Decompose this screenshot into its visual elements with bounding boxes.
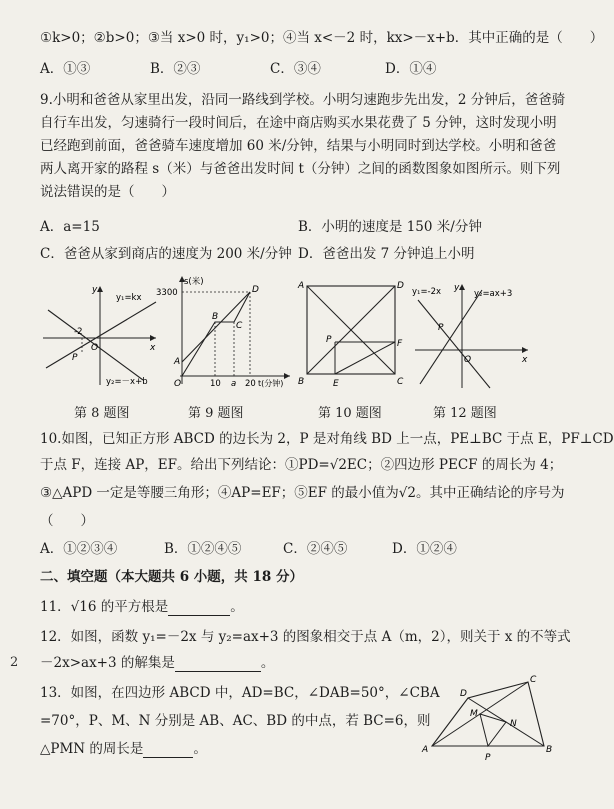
q10-line-4: （ ） (40, 513, 94, 529)
figure-12 (410, 280, 532, 392)
figure-9-caption: 第 9 题图 (188, 406, 244, 421)
q10-line-3: ③△APD 一定是等腰三角形；④AP=EF；⑤EF 的最小值为√2。其中正确结论的序号为 (40, 485, 565, 501)
q13-answer-blank[interactable] (143, 743, 193, 758)
q11-text: 11．√16 的平方根是 (40, 599, 169, 615)
fig13-m-label: M (470, 709, 478, 719)
fig12-p-label: P (438, 323, 444, 333)
fig9-c-point-label: C (236, 321, 243, 331)
q10-line-2: 于点 F，连接 AP，EF。给出下列结论：①PD=√2EC；②四边形 PECF 的周长为 4； (40, 457, 563, 473)
fig9-a-point-label: A (174, 357, 181, 367)
q12-line-2-text: －2x>ax+3 的解集是 (40, 655, 175, 671)
fig13-p-label: P (485, 753, 491, 763)
q12-line-2 (40, 654, 274, 672)
fig9-a-label: a (231, 379, 237, 389)
q10-line-1: 10.如图，已知正方形 ABCD 的边长为 2，P 是对角线 BD 上一点，PE⊥BC 于点 E，PF⊥CD (40, 431, 614, 447)
q13-line-3 (40, 740, 207, 758)
fig9-3300-label: 3300 (156, 288, 178, 298)
q13-end: 。 (193, 741, 207, 757)
fig8-o-label: O (91, 343, 99, 353)
fig13-triangle-pmn (480, 714, 506, 746)
fig9-o-label: O (174, 379, 182, 389)
margin-mark: 2 (10, 655, 19, 670)
q11 (40, 598, 244, 616)
q9-option-c: C．爸爸从家到商店的速度为 200 米/分钟 (40, 246, 292, 262)
bleed-through-text (360, 180, 371, 196)
q13-line-1: 13．如图，在四边形 ABCD 中，AD=BC，∠DAB=50°，∠CBA (40, 685, 440, 701)
fig10-b-label: B (298, 377, 305, 387)
fig8-p-label: P (72, 353, 78, 363)
fig12-y-label: y (454, 283, 460, 293)
fig10-p-label: P (326, 335, 332, 345)
fig9-s-label: s(米) (184, 277, 204, 287)
q9-line-5: 说法错误的是（ ） (40, 184, 175, 200)
q8-stem-tail: ①k>0；②b>0；③当 x>0 时，y₁>0；④当 x<－2 时，kx>－x+b．其中正确的是（ ） (40, 30, 604, 46)
fig9-20-label: 20 (245, 379, 256, 389)
q10-option-a: A．①②③④ (40, 541, 118, 557)
q8-option-c: C．③④ (270, 61, 321, 77)
fig8-line-y1 (46, 302, 156, 368)
q11-answer-blank[interactable] (168, 601, 230, 616)
q9-line-1: 9.小明和爸爸从家里出发，沿同一路线到学校。小明匀速跑步先出发，2 分钟后，爸爸骑 (40, 92, 566, 108)
figure-8-caption: 第 8 题图 (74, 406, 130, 421)
fig8-x-arrow-icon (150, 335, 156, 341)
figure-10 (297, 280, 407, 392)
q12-end: 。 (260, 655, 275, 671)
fig10-f-label: F (397, 339, 403, 349)
fig10-e-label: E (333, 379, 339, 389)
fig8-y-label: y (92, 285, 98, 295)
fig12-y2-label: y₂=ax+3 (474, 289, 513, 299)
fig9-t-label: t(分钟) (258, 379, 284, 388)
q9-option-d: D．爸爸出发 7 分钟追上小明 (298, 246, 475, 262)
fig8-x-label: x (150, 343, 156, 353)
q12-line-1: 12．如图，函数 y₁=－2x 与 y₂=ax+3 的图象相交于点 A（m，2），则关于 x 的不等式 (40, 629, 571, 645)
fig10-c-label: C (397, 377, 404, 387)
figure-9 (156, 272, 293, 394)
fig10-a-label: A (298, 281, 305, 291)
fig9-line-father (182, 292, 250, 376)
fig12-y1-label: y₁=-2x (412, 287, 442, 297)
fig9-t-arrow-icon (284, 373, 290, 379)
q10-option-b: B．①②④⑤ (164, 541, 242, 557)
fig12-x-arrow-icon (522, 347, 528, 353)
fig13-n-label: N (510, 719, 517, 729)
fig10-d-label: D (397, 281, 404, 291)
fig13-a-label: A (422, 745, 429, 755)
fig8-y-arrow-icon (97, 286, 103, 292)
figure-10-caption: 第 10 题图 (318, 406, 382, 421)
fig12-o-label: O (464, 355, 472, 365)
fig13-b-label: B (546, 745, 553, 755)
q8-option-a: A．①③ (40, 61, 91, 77)
q10-option-d: D．①②④ (392, 541, 457, 557)
figure-13 (420, 672, 560, 772)
q8-option-d: D．①④ (385, 61, 437, 77)
q12-answer-blank[interactable] (175, 657, 261, 672)
fig8-y1-label: y₁=kx (116, 293, 142, 303)
fig12-y-arrow-icon (459, 284, 465, 290)
fig12-x-label: x (522, 355, 528, 365)
fig10-ef (335, 342, 395, 374)
figure-12-caption: 第 12 题图 (433, 406, 497, 421)
fig9-b-point-label: B (212, 312, 219, 322)
q11-end: 。 (230, 599, 244, 615)
fig8-neg2-label: -2 (74, 327, 83, 337)
q9-line-3: 已经跑到前面，爸爸骑车速度增加 60 米/分钟，结果与小明同时到达学校。小明和爸爸 (40, 138, 557, 154)
q9-option-b: B．小明的速度是 150 米/分钟 (298, 219, 482, 235)
q8-option-b: B．②③ (150, 61, 201, 77)
section-2-title: 二、填空题（本大题共 6 小题，共 18 分） (40, 569, 303, 585)
fig13-quadrilateral (432, 682, 544, 746)
q9-line-4: 两人离开家的路程 s（米）与爸爸出发时间 t（分钟）之间的函数图象如图所示。则下列 (40, 161, 561, 177)
fig8-y2-label: y₂=－x+b (106, 377, 148, 387)
q9-option-a: A．a=15 (40, 219, 100, 235)
fig12-line-y2 (420, 290, 482, 384)
fig13-c-label: C (530, 675, 537, 685)
q13-line-2: =70°，P、M、N 分别是 AB、AC、BD 的中点，若 BC=6，则 (40, 713, 431, 729)
fig13-d-label: D (460, 689, 467, 699)
q9-line-2: 自行车出发，匀速骑行一段时间后，在途中商店购买水果花费了 5 分钟，这时发现小明 (40, 115, 557, 131)
fig12-line-y1 (418, 300, 490, 388)
q13-line-3-text: △PMN 的周长是 (40, 741, 144, 757)
fig9-d-point-label: D (252, 285, 259, 295)
fig9-10-label: 10 (210, 379, 221, 389)
figure-8 (38, 280, 163, 390)
q10-option-c: C．②④⑤ (283, 541, 348, 557)
